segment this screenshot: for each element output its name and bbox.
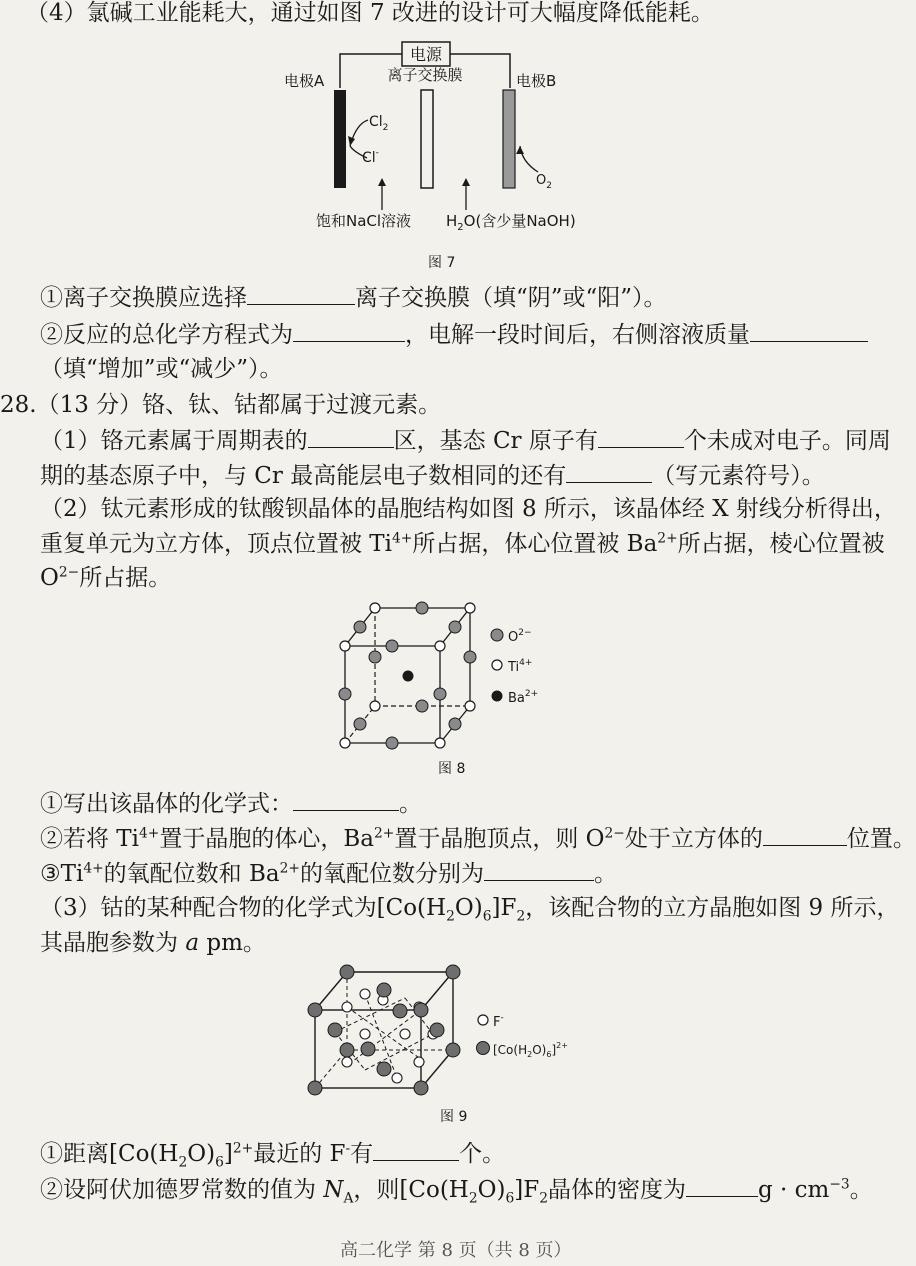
q28-heading: 28.（13 分）铬、钛、钴都属于过渡元素。: [0, 392, 442, 418]
svg-text:Cl-: Cl-: [362, 148, 379, 166]
figure-7-electrolysis-cell: [270, 38, 610, 238]
electrode-b-label: 电极B: [516, 72, 557, 90]
figure-8-caption: 图 8: [438, 761, 466, 777]
answer-blank[interactable]: [373, 1138, 459, 1161]
answer-blank[interactable]: [763, 823, 847, 846]
svg-text:O2−: $O^{2-}$: [508, 628, 532, 645]
q28-p2-line2: 重复单元为立方体，顶点位置被 $Ti^{4+}$所占据，体心位置被 $Ba^{2+}$所占据，棱心位置被: [40, 530, 885, 557]
q28-p2-line3: $O^{2-}$所占据。: [40, 564, 172, 591]
q28-p1-line1: （1）铬元素属于周期表的 区，基态 Cr 原子有 个未成对电子。同周: [40, 425, 891, 456]
answer-blank[interactable]: [750, 319, 868, 342]
q28-p3-line2: 其晶胞参数为 a pm。: [40, 930, 266, 956]
answer-blank[interactable]: [293, 788, 399, 811]
q27-4-sub2: ②反应的总化学方程式为 ，电解一段时间后，右侧溶液质量: [40, 319, 868, 350]
answer-blank[interactable]: [247, 282, 355, 305]
figure-9-caption: 图 9: [440, 1109, 468, 1125]
answer-blank[interactable]: [308, 425, 394, 448]
answer-blank[interactable]: [598, 425, 684, 448]
power-label: 电源: [409, 45, 443, 64]
svg-text:F-: F-: [493, 1013, 504, 1030]
answer-blank[interactable]: [484, 858, 594, 881]
q28-2-sub3: $③Ti^{4+}$的氧配位数和 $Ba^{2+}$的氧配位数分别为 。: [40, 858, 617, 889]
q28-3-sub2: ②设阿伏加德罗常数的值为 $N_A$，则$[Co(H_2O)_6]F_2$晶体的密度为 $g \cdot cm^{-3}$。: [40, 1174, 873, 1205]
answer-blank[interactable]: [293, 319, 405, 342]
q27-4-intro: （4）氯碱工业能耗大，通过如图 7 改进的设计可大幅度降低能耗。: [26, 0, 714, 26]
q28-2-sub2: ②若将 $Ti^{4+}$置于晶胞的体心，$Ba^{2+}$置于晶胞顶点，则 $O^{2-}$处于立方体的 位置。: [40, 823, 916, 854]
q27-4-sub1: ①离子交换膜应选择 离子交换膜（填“阴”或“阳”）。: [40, 282, 667, 313]
q28-3-sub1: ①距离$[Co(H_2O)_6]^{2+}$最近的 F-有 个。: [40, 1138, 505, 1169]
q27-4-sub2-cont: （填“增加”或“减少”）。: [40, 356, 283, 382]
electrode-a-label: 电极A: [284, 72, 325, 90]
svg-text:[Co(H2O)6]2+: $[Co(H_2O)_6]^{2+}$: [493, 1041, 568, 1059]
membrane-label: 离子交换膜: [387, 66, 463, 84]
answer-blank[interactable]: [686, 1174, 758, 1197]
q28-2-sub1: ①写出该晶体的化学式： 。: [40, 788, 422, 819]
svg-text:Ti4+: $Ti^{4+}$: [508, 658, 533, 675]
figure-9-fcc-cell: [305, 962, 605, 1102]
q28-p1-line2: 期的基态原子中，与 Cr 最高能层电子数相同的还有 （写元素符号）。: [40, 460, 825, 491]
svg-text:Cl2: $Cl_2$: [369, 114, 389, 133]
electrode-b: [503, 90, 515, 188]
svg-text:Ba2+: $Ba^{2+}$: [508, 689, 539, 706]
left-inlet-label: 饱和NaCl溶液: [316, 212, 412, 230]
electrode-a: [334, 90, 346, 188]
page-footer: 高二化学 第 8 页（共 8 页）: [340, 1240, 572, 1261]
answer-blank[interactable]: [566, 460, 652, 483]
ion-exchange-membrane: [421, 90, 433, 188]
q28-p2-line1: （2）钛元素形成的钛酸钡晶体的晶胞结构如图 8 所示，该晶体经 X 射线分析得出，: [40, 496, 897, 522]
right-inlet-label: $H_2O$(含少量NaOH): [446, 212, 576, 233]
figure-7-caption: 图 7: [428, 255, 456, 271]
figure-8-perovskite-cell: [330, 596, 560, 756]
svg-text:O2: $O_2$: [536, 173, 552, 191]
q28-p3-line1: （3）钴的某种配合物的化学式为$[Co(H_2O)_6]F_2$，该配合物的立方晶胞如图 9 所示，: [40, 895, 900, 925]
